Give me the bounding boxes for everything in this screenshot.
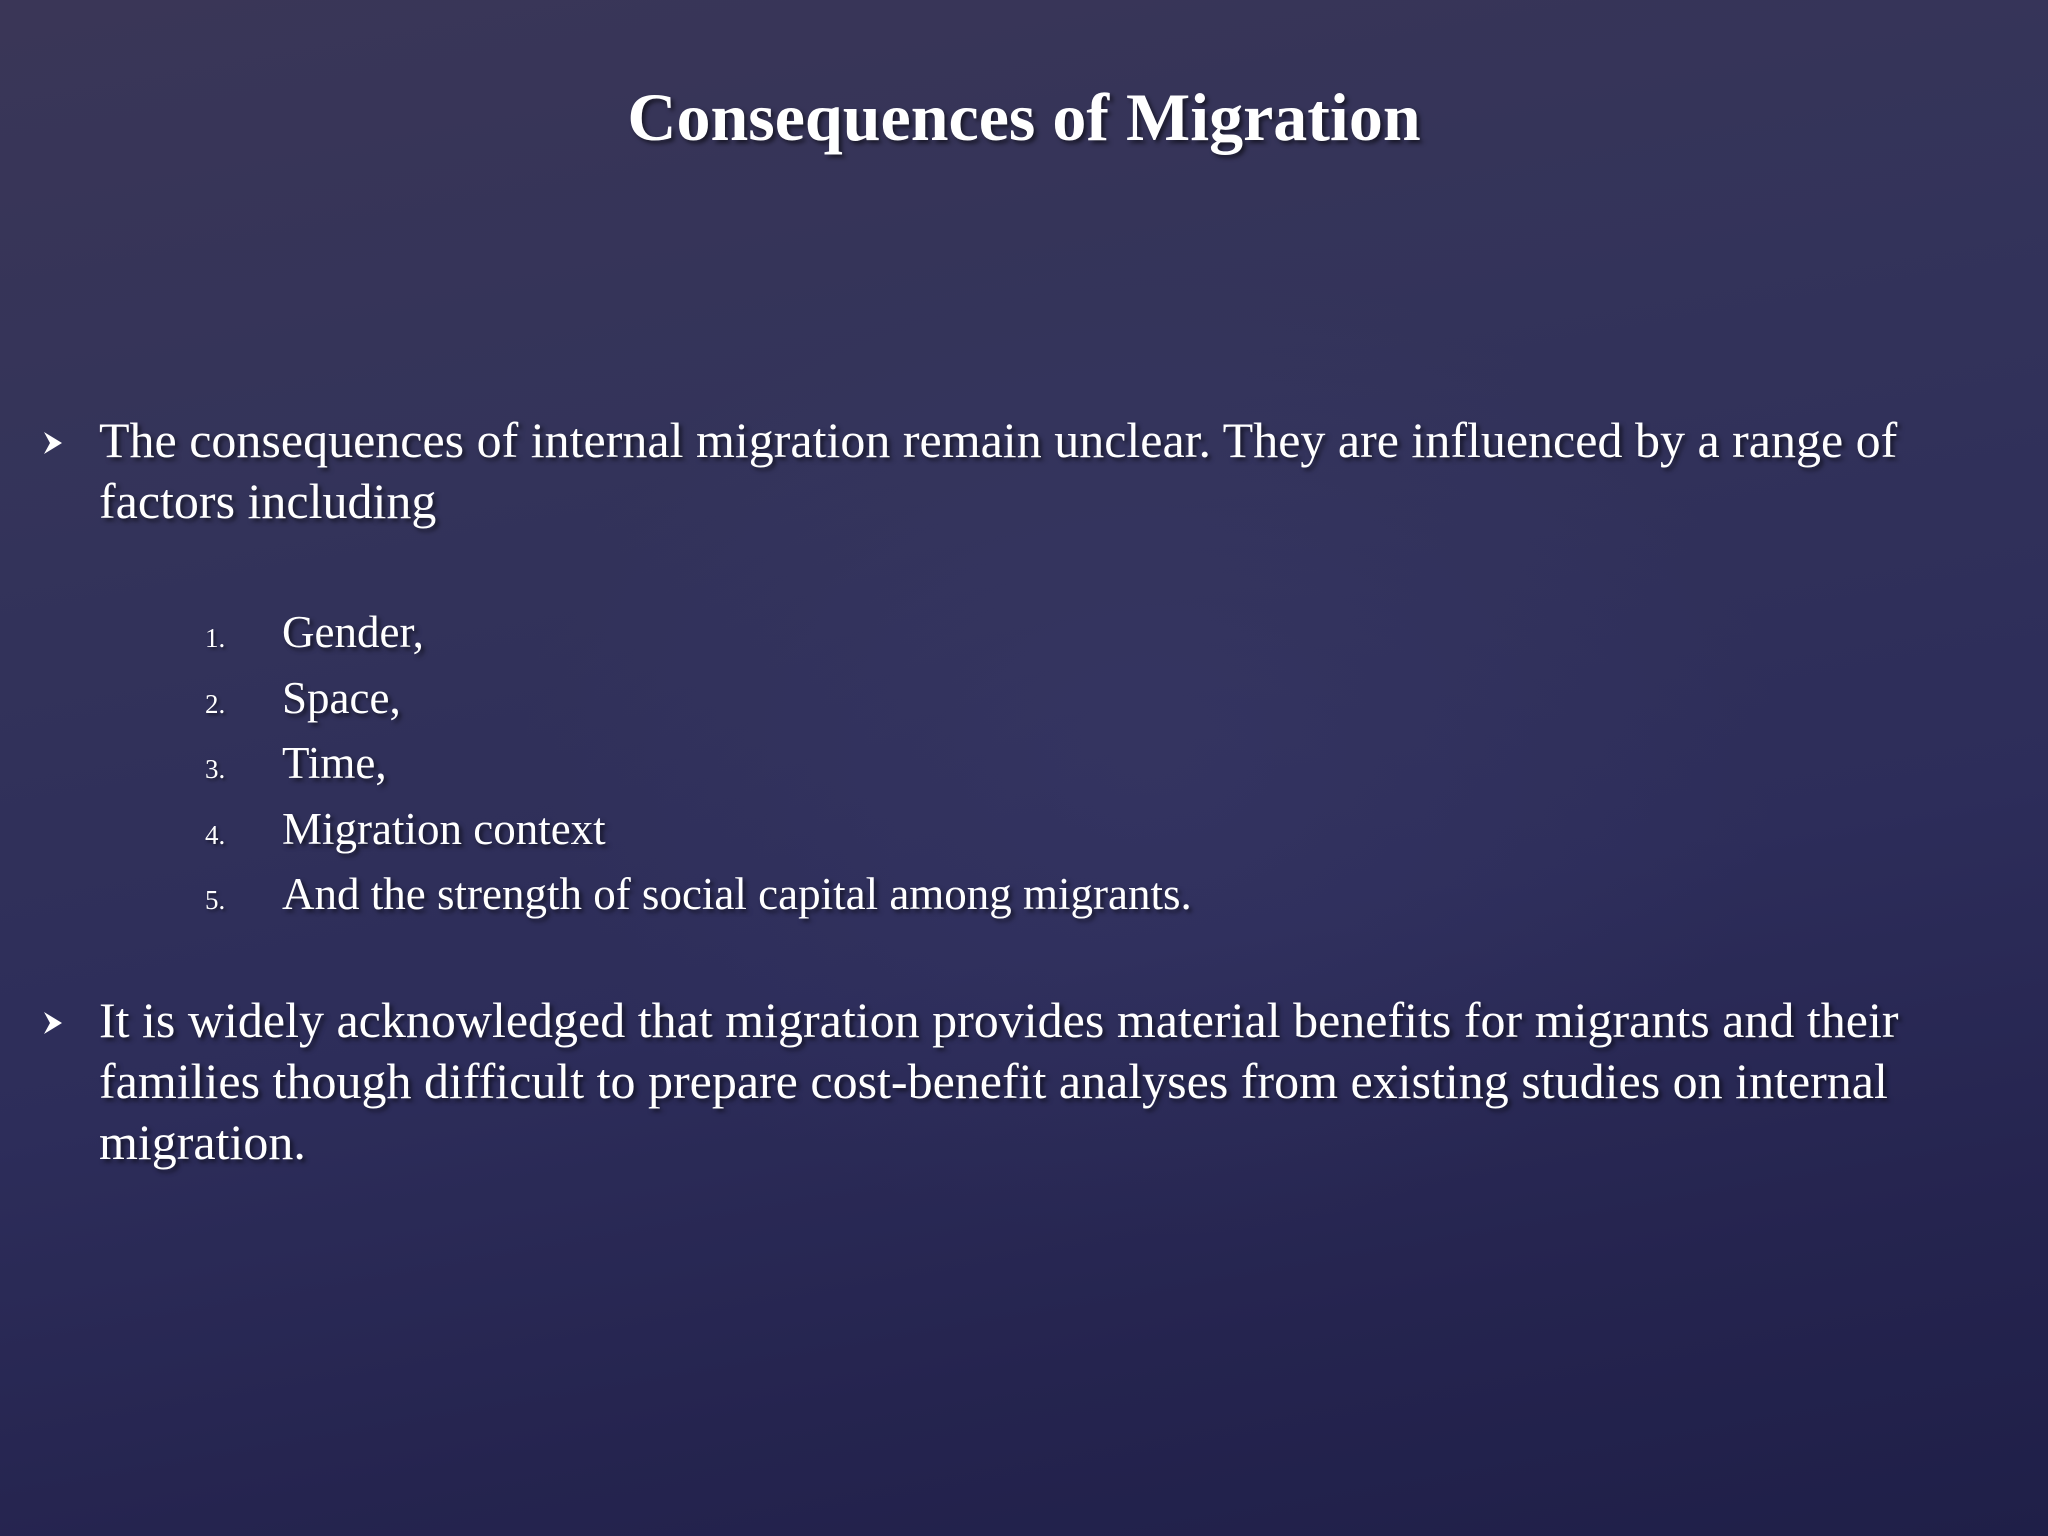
arrowhead-bullet-icon [42,1010,64,1036]
list-number: 2. [205,688,226,719]
list-number: 1. [205,623,226,653]
list-item-text: Gender, [282,607,424,657]
list-item-text: And the strength of social capital among migrants. [282,869,1192,919]
list-item-text: Space, [282,672,401,723]
list-item-text: Time, [282,738,387,788]
arrowhead-bullet-icon [42,430,64,456]
list-item-text: Migration context [282,803,606,854]
bullet-text: The consequences of internal migration remain unclear. They are influenced by a range of factors including [99,412,1898,529]
list-item [0,862,2048,928]
factor-list [0,600,2048,928]
list-item [0,731,2048,797]
list-number: 4. [205,819,226,850]
list-number: 3. [205,754,226,784]
list-number: 5. [205,885,226,915]
bullet-text: It is widely acknowledged that migration provides material benefits for migrants and their families though difficult to prepare cost-benefit analyses from existing studies on internal migration. [99,992,1899,1170]
list-item [0,666,2048,732]
list-item [0,600,2048,666]
list-item [0,797,2048,863]
slide-title: Consequences of Migration [627,79,1421,155]
